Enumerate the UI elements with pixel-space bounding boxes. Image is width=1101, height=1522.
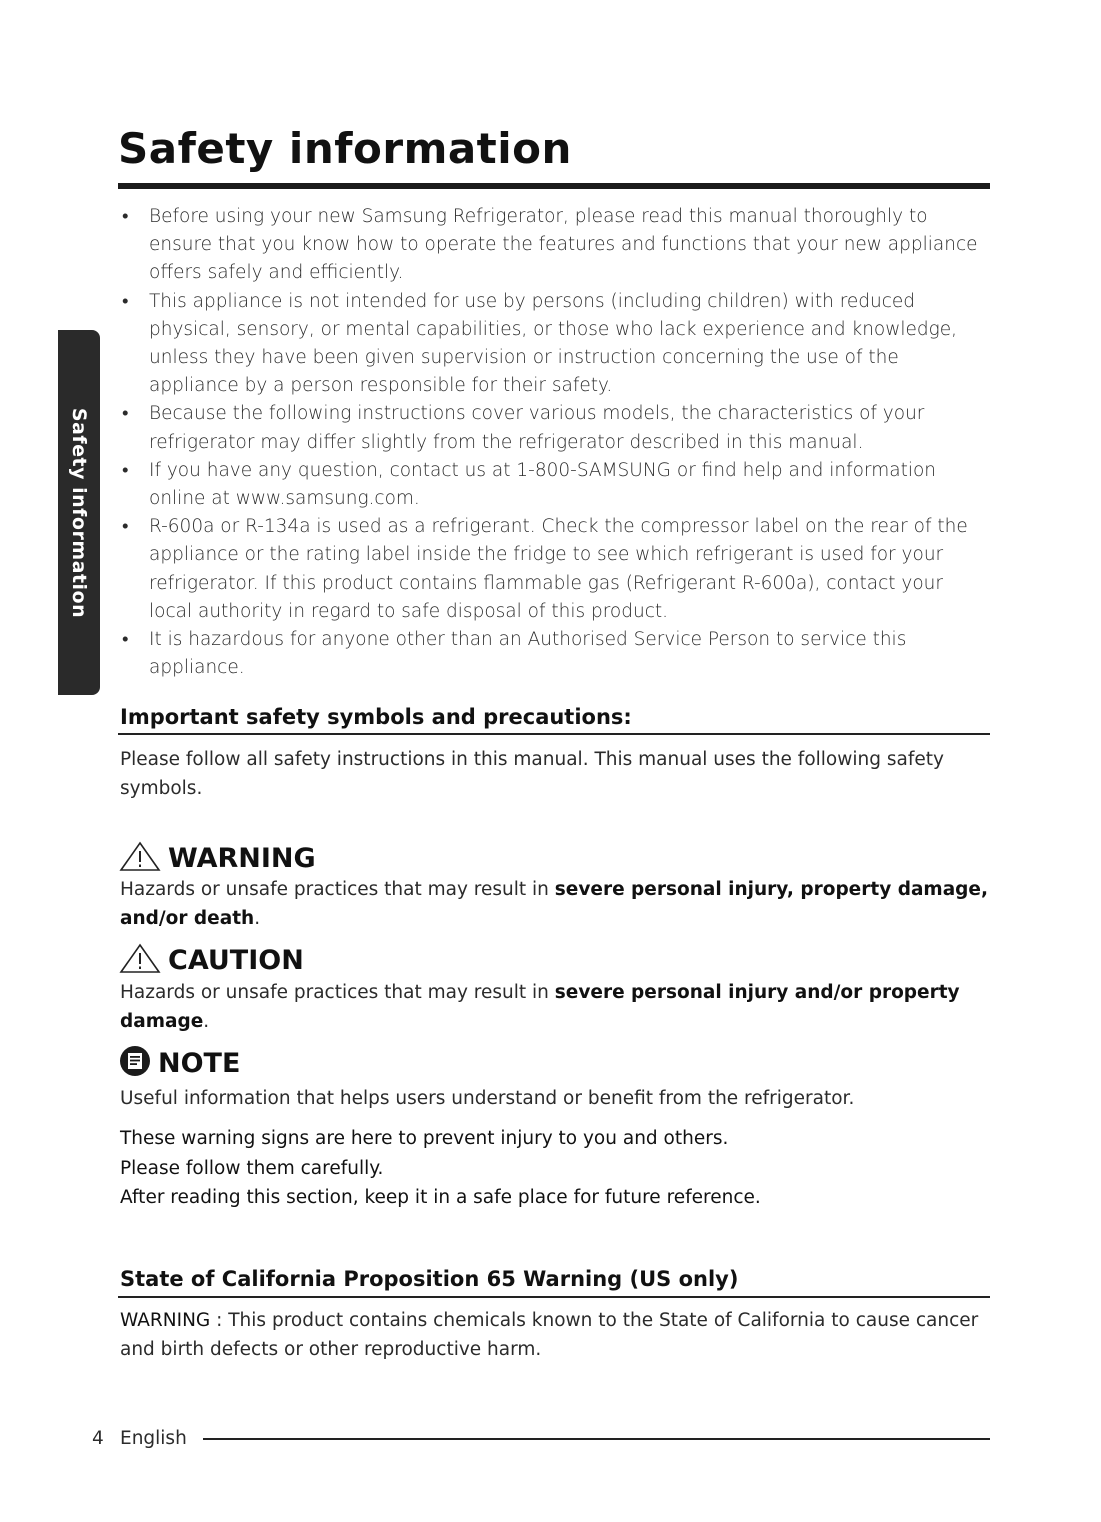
- warning-text: Hazards or unsafe practices that may result in severe personal injury, property damage, and/or death.: [120, 879, 989, 929]
- page-number: 4: [92, 1428, 104, 1449]
- side-tab-label: Safety information: [68, 407, 90, 618]
- bullet: •: [122, 516, 129, 538]
- closing-line: After reading this section, keep it in a safe place for future reference.: [120, 1187, 761, 1208]
- list-item: [122, 203, 982, 288]
- symbols-intro-text: Please follow all safety instructions in this manual. This manual uses the following safety symbols.: [120, 749, 944, 799]
- list-item-text: If you have any question, contact us at 1-800-SAMSUNG or find help and information online at www.samsung.com.: [149, 459, 937, 510]
- list-item: [122, 626, 982, 682]
- intro-bullet-list: [122, 203, 982, 682]
- prop65-text: WARNING : This product contains chemicals known to the State of California to cause cancer and birth defects or other reproductive harm.: [120, 1310, 979, 1360]
- note-title: NOTE: [158, 1048, 241, 1079]
- caution-title: CAUTION: [168, 945, 304, 976]
- list-item-text: Before using your new Samsung Refrigerator, please read this manual thoroughly to ensure that you know how to operate the features and functions that your new appliance offers safely and efficiently.: [149, 206, 978, 284]
- footer-language: English: [120, 1428, 187, 1449]
- page-title: Safety information: [118, 124, 572, 173]
- closing-line: These warning signs are here to prevent injury to you and others.: [120, 1128, 729, 1149]
- list-item-text: This appliance is not intended for use by persons (including children) with reduced physical, sensory, or mental capabilities, or those who lack experience and knowledge, unless they have been given supervision or instruction concerning the use of the appliance by a person responsible for their safety.: [149, 290, 958, 397]
- side-tab: [58, 330, 100, 695]
- prop65-heading-rule: [118, 1296, 990, 1298]
- note-heading: [118, 1044, 240, 1083]
- closing-line: Please follow them carefully.: [120, 1157, 384, 1179]
- bullet: •: [122, 403, 129, 425]
- note-icon: [118, 1044, 152, 1083]
- bullet: •: [122, 290, 129, 312]
- footer-rule: [203, 1438, 990, 1440]
- title-rule: [118, 183, 990, 189]
- note-text: Useful information that helps users understand or benefit from the refrigerator.: [120, 1088, 855, 1109]
- caution-text-bold: severe personal injury and/or property damage: [120, 982, 960, 1032]
- warning-triangle-icon: [118, 942, 162, 979]
- list-item-text: It is hazardous for anyone other than an Authorised Service Person to service this appliance.: [149, 629, 907, 679]
- symbols-section-heading: Important safety symbols and precautions:: [120, 705, 632, 729]
- list-item: [122, 288, 982, 401]
- symbols-heading-rule: [118, 733, 990, 735]
- list-item-text: Because the following instructions cover various models, the characteristics of your refrigerator may differ slightly from the refrigerator described in this manual.: [149, 403, 925, 453]
- list-item-text: R-600a or R-134a is used as a refrigerant. Check the compressor label on the rear of the appliance or the rating label inside the fridge to see which refrigerant is used for your refrigerator. If this product contains flammable gas (Refrigerant R-600a), contact your local authority in regard to safe disposal of this product.: [149, 516, 968, 622]
- closing-notes: [120, 1124, 990, 1213]
- caution-heading: [118, 942, 304, 979]
- prop65-label: WARNING: [120, 1310, 211, 1331]
- prop65-section-heading: State of California Proposition 65 Warning (US only): [120, 1267, 739, 1291]
- list-item: [122, 400, 982, 456]
- caution-text: Hazards or unsafe practices that may result in severe personal injury and/or property damage.: [120, 982, 960, 1032]
- bullet: •: [122, 206, 129, 227]
- list-item: [122, 513, 982, 626]
- bullet: •: [122, 459, 129, 481]
- list-item: [122, 457, 982, 513]
- bullet: •: [122, 629, 129, 651]
- warning-title: WARNING: [168, 843, 316, 874]
- warning-triangle-icon: [118, 840, 162, 877]
- warning-text-bold: severe personal injury, property damage, and/or death: [120, 879, 989, 929]
- warning-heading: [118, 840, 316, 877]
